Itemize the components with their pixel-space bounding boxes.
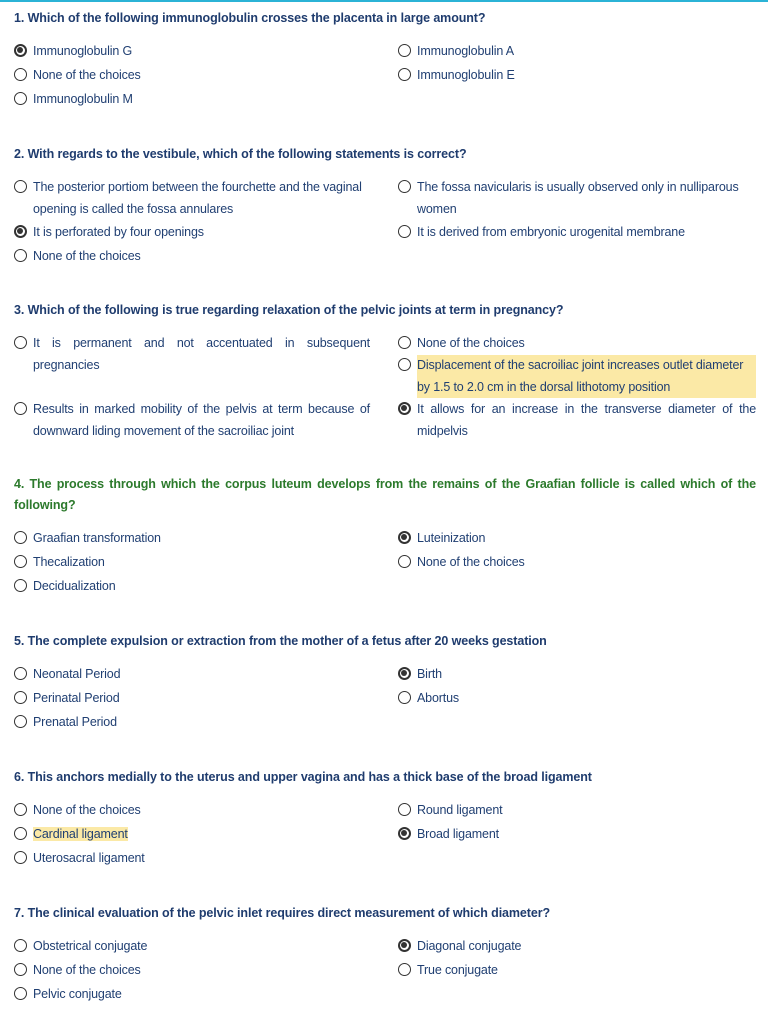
option-pelvic-conjugate[interactable]: Pelvic conjugate — [14, 984, 374, 1006]
radio-icon[interactable] — [14, 691, 27, 704]
radio-icon[interactable] — [14, 987, 27, 1000]
question-1 — [14, 8, 756, 111]
option-marked-mobility[interactable]: Results in marked mobility of the pelvis at term because of downward liding movement of the sacroiliac joint — [14, 399, 370, 442]
question-title: 3. Which of the following is true regarding relaxation of the pelvic joints at term in pregnancy? — [14, 303, 564, 317]
question-title: 7. The clinical evaluation of the pelvic inlet requires direct measurement of which diameter? — [14, 906, 550, 920]
radio-icon[interactable] — [398, 555, 411, 568]
option-birth[interactable]: Birth — [398, 664, 756, 686]
option-round-ligament[interactable]: Round ligament — [398, 800, 756, 822]
option-obstetrical-conjugate[interactable]: Obstetrical conjugate — [14, 936, 374, 958]
option-sacroiliac-displacement[interactable]: Displacement of the sacroiliac joint increases outlet diameter by 1.5 to 2.0 cm in the dorsal lithotomy position — [398, 355, 756, 398]
radio-icon[interactable] — [398, 358, 411, 371]
option-immunoglobulin-a[interactable]: Immunoglobulin A — [398, 41, 756, 63]
option-uterosacral-ligament[interactable]: Uterosacral ligament — [14, 848, 374, 870]
option-none-of-the-choices[interactable]: None of the choices — [14, 960, 374, 982]
option-graafian-transformation[interactable]: Graafian transformation — [14, 528, 374, 550]
question-title: 6. This anchors medially to the uterus and upper vagina and has a thick base of the broad ligament — [14, 770, 592, 784]
option-prenatal-period[interactable]: Prenatal Period — [14, 712, 374, 734]
option-fossa-annulares[interactable]: The posterior portiom between the fourchette and the vaginal opening is called the fossa annulares — [14, 177, 374, 220]
radio-icon[interactable] — [14, 336, 27, 349]
radio-icon[interactable] — [14, 715, 27, 728]
radio-icon[interactable] — [398, 691, 411, 704]
option-transverse-diameter[interactable]: It allows for an increase in the transverse diameter of the midpelvis — [398, 399, 756, 442]
option-none-of-the-choices[interactable]: None of the choices — [398, 333, 756, 355]
radio-selected-icon[interactable] — [398, 939, 411, 952]
radio-icon[interactable] — [14, 851, 27, 864]
question-2 — [14, 144, 756, 269]
radio-icon[interactable] — [398, 44, 411, 57]
radio-icon[interactable] — [398, 180, 411, 193]
option-abortus[interactable]: Abortus — [398, 688, 756, 710]
radio-icon[interactable] — [398, 803, 411, 816]
option-none-of-the-choices[interactable]: None of the choices — [14, 800, 374, 822]
option-none-of-the-choices[interactable]: None of the choices — [398, 552, 756, 574]
radio-icon[interactable] — [14, 68, 27, 81]
option-neonatal-period[interactable]: Neonatal Period — [14, 664, 374, 686]
top-divider — [0, 0, 768, 2]
radio-icon[interactable] — [14, 827, 27, 840]
radio-selected-icon[interactable] — [398, 531, 411, 544]
question-title: 2. With regards to the vestibule, which of the following statements is correct? — [14, 147, 467, 161]
option-immunoglobulin-g[interactable]: Immunoglobulin G — [14, 41, 374, 63]
radio-icon[interactable] — [398, 68, 411, 81]
option-four-openings[interactable]: It is perforated by four openings — [14, 222, 374, 244]
radio-icon[interactable] — [14, 963, 27, 976]
radio-icon[interactable] — [14, 939, 27, 952]
radio-icon[interactable] — [14, 249, 27, 262]
option-none-of-the-choices[interactable]: None of the choices — [14, 246, 374, 268]
question-5 — [14, 631, 756, 734]
radio-icon[interactable] — [14, 667, 27, 680]
radio-icon[interactable] — [14, 180, 27, 193]
radio-selected-icon[interactable] — [398, 402, 411, 415]
radio-icon[interactable] — [14, 555, 27, 568]
radio-selected-icon[interactable] — [14, 225, 27, 238]
question-title: 1. Which of the following immunoglobulin crosses the placenta in large amount? — [14, 11, 486, 25]
option-immunoglobulin-e[interactable]: Immunoglobulin E — [398, 65, 756, 87]
radio-icon[interactable] — [398, 963, 411, 976]
option-fossa-navicularis[interactable]: The fossa navicularis is usually observed only in nulliparous women — [398, 177, 756, 220]
option-broad-ligament[interactable]: Broad ligament — [398, 824, 756, 846]
radio-icon[interactable] — [14, 579, 27, 592]
radio-selected-icon[interactable] — [398, 827, 411, 840]
option-luteinization[interactable]: Luteinization — [398, 528, 756, 550]
option-none-of-the-choices[interactable]: None of the choices — [14, 65, 374, 87]
radio-selected-icon[interactable] — [14, 44, 27, 57]
option-thecalization[interactable]: Thecalization — [14, 552, 374, 574]
question-4 — [14, 474, 756, 598]
option-decidualization[interactable]: Decidualization — [14, 576, 374, 598]
radio-icon[interactable] — [398, 336, 411, 349]
question-title: 5. The complete expulsion or extraction from the mother of a fetus after 20 weeks gestation — [14, 634, 547, 648]
question-3 — [14, 300, 756, 443]
radio-selected-icon[interactable] — [398, 667, 411, 680]
radio-icon[interactable] — [14, 402, 27, 415]
question-6 — [14, 767, 756, 870]
option-permanent[interactable]: It is permanent and not accentuated in subsequent pregnancies — [14, 333, 370, 376]
option-immunoglobulin-m[interactable]: Immunoglobulin M — [14, 89, 374, 111]
option-cardinal-ligament[interactable]: Cardinal ligament — [14, 824, 374, 846]
option-perinatal-period[interactable]: Perinatal Period — [14, 688, 374, 710]
radio-icon[interactable] — [398, 225, 411, 238]
radio-icon[interactable] — [14, 92, 27, 105]
option-urogenital-membrane[interactable]: It is derived from embryonic urogenital membrane — [398, 222, 756, 244]
radio-icon[interactable] — [14, 803, 27, 816]
option-diagonal-conjugate[interactable]: Diagonal conjugate — [398, 936, 756, 958]
option-true-conjugate[interactable]: True conjugate — [398, 960, 756, 982]
question-7 — [14, 903, 756, 1006]
radio-icon[interactable] — [14, 531, 27, 544]
question-title: 4. The process through which the corpus luteum develops from the remains of the Graafian follicle is called which of the following? — [14, 477, 756, 512]
